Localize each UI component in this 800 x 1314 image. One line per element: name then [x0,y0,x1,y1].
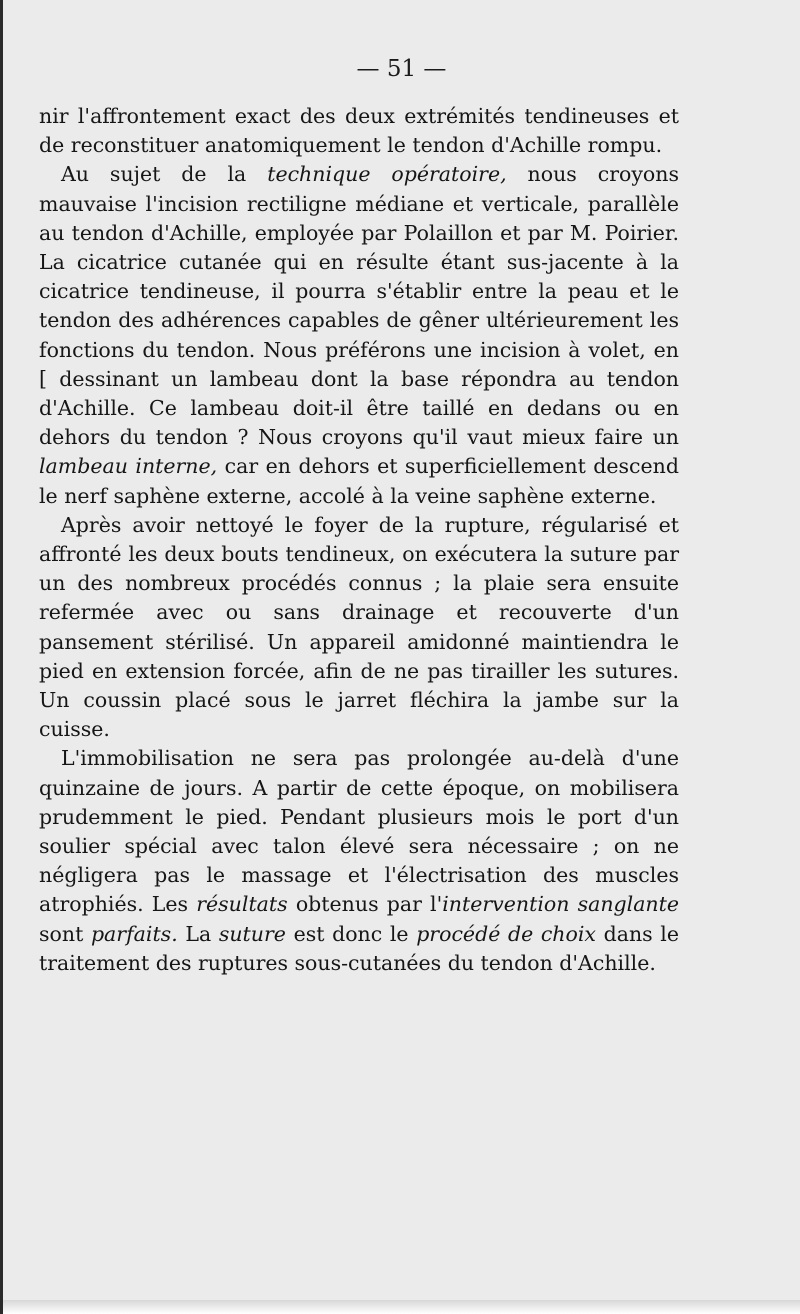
italic-term-resultats: résultats [196,892,288,917]
italic-term-procede-de-choix: procédé de choix [416,921,596,946]
italic-term-suture: suture [218,921,286,946]
paragraph-text: est donc le [285,921,417,946]
italic-term-lambeau-interne: lambeau interne, [39,454,218,479]
italic-term-parfaits: parfaits. [90,921,178,946]
italic-term-intervention-sanglante: intervention sanglante [442,892,679,917]
paragraph-text: nous croyons mauvaise l'incision rectiligne médiane et verticale, parallèle au tendon d'Achille, employée par Polaillon et par M. Poirier. La cicatrice cutanée qui en résulte étant sus-jacente à la cicatrice tendineuse, il pourra s'établir entre la peau et le tendon des adhérences capables de gêner ultérieurement les fonctions du tendon. Nous préférons une incision à volet, en [ dessinant un lambeau dont la base répondra au tendon d'Achille. Ce lambeau doit-il être taillé en dedans ou en dehors du tendon ? Nous croyons qu'il vaut mieux faire un [39,162,679,450]
paragraph-text: Après avoir nettoyé le foyer de la rupture, régularisé et affronté les deux bouts tendineux, on exécutera la suture par un des nombreux procédés connus ; la plaie sera ensuite refermée avec ou sans drainage et recouverte d'un pansement stérilisé. Un appareil amidonné maintiendra le pied en extension forcée, afin de ne pas tirailler les sutures. Un coussin placé sous le jarret fléchira la jambe sur la cuisse. [39,512,679,742]
body-text [39,102,679,978]
paragraph-1 [39,102,679,160]
paragraph-text: nir l'affrontement exact des deux extrémités tendineuses et de reconstituer anatomiquement le tendon d'Achille rompu. [39,104,679,158]
paragraph-text: L'immobilisation ne sera pas prolongée au-delà d'une quinzaine de jours. A partir de cette époque, on mobilisera prudemment le pied. Pendant plusieurs mois le port d'un soulier spécial avec talon élevé sera nécessaire ; on ne négligera pas le massage et l'électrisation des muscles atrophiés. Les [39,746,679,917]
paragraph-text: sont [39,921,91,946]
paragraph-text: obtenus par l' [287,892,443,917]
paragraph-text: La [177,921,219,946]
paragraph-text: car en dehors et superficiellement descend le nerf saphène externe, accolé à la veine saphène externe. [39,454,679,508]
italic-term-technique-operatoire: technique opératoire, [267,162,507,187]
paragraph-4 [39,744,679,978]
paragraph-3 [39,511,679,745]
paragraph-text: dans le traitement des ruptures sous-cutanées du tendon d'Achille. [39,921,679,975]
paragraph-text: Au sujet de la [61,162,268,187]
paragraph-2 [39,160,679,510]
page-number: — 51 — [356,56,447,82]
